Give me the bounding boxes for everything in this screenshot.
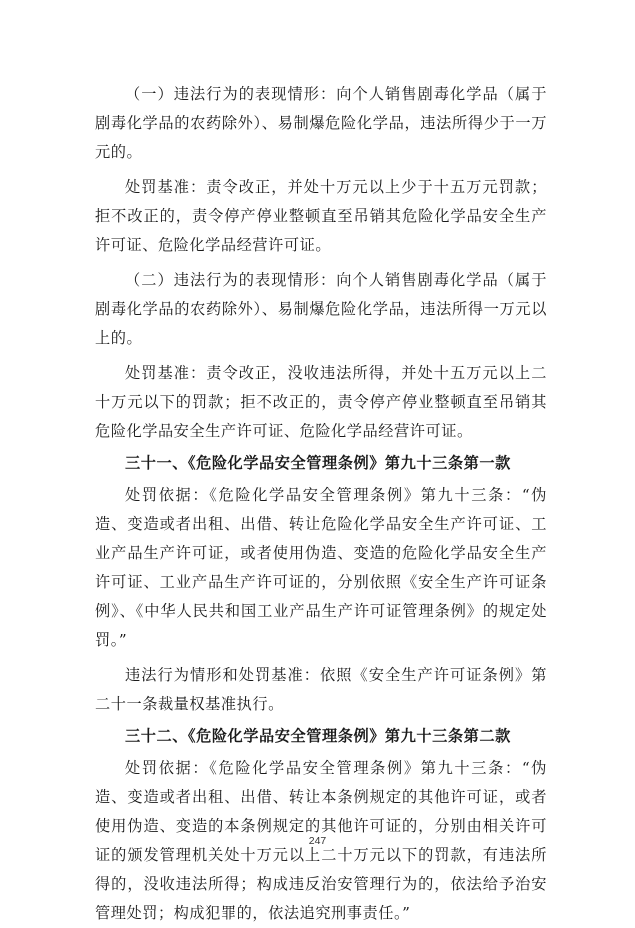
paragraph-case-1-situation: （一）违法行为的表现情形：向个人销售剧毒化学品（属于剧毒化学品的农药除外）、易制爆危险化学品，违法所得少于一万元的。 [95, 85, 547, 161]
paragraph-section-31-basis: 处罚依据：《危险化学品安全管理条例》第九十三条：“伪造、变造或者出租、出借、转让危险化学品安全生产许可证、工业产品生产许可证，或者使用伪造、变造的危险化学品安全生产许可证、工业产品生产许可证的，分别依照《安全生产许可证条例》、《中华人民共和国工业产品生产许可证管理条例》的规定处罚。” [95, 486, 547, 649]
section-heading-31: 三十一、《危险化学品安全管理条例》第九十三条第一款 [125, 454, 511, 472]
paragraph-section-32-basis: 处罚依据：《危险化学品安全管理条例》第九十三条：“伪造、变造或者出租、出借、转让本条例规定的其他许可证，或者使用伪造、变造的本条例规定的其他许可证的，分别由相关许可证的颁发管理机关处十万元以上二十万元以下的罚款，有违法所得的，没收违法所得；构成违反治安管理行为的，依法给予治安管理处罚；构成犯罪的，依法追究刑事责任。” [95, 759, 547, 922]
document-body [95, 80, 547, 928]
paragraph-case-1-penalty: 处罚基准：责令改正，并处十万元以上少于十五万元罚款；拒不改正的，责令停产停业整顿直至吊销其危险化学品安全生产许可证、危险化学品经营许可证。 [95, 178, 547, 254]
paragraph-case-2-penalty: 处罚基准：责令改正，没收违法所得，并处十五万元以上二十万元以下的罚款；拒不改正的，责令停产停业整顿直至吊销其危险化学品安全生产许可证、危险化学品经营许可证。 [95, 364, 547, 440]
paragraph-case-2-situation: （二）违法行为的表现情形：向个人销售剧毒化学品（属于剧毒化学品的农药除外）、易制爆危险化学品，违法所得一万元以上的。 [95, 271, 547, 347]
section-heading-32: 三十二、《危险化学品安全管理条例》第九十三条第二款 [125, 727, 511, 745]
paragraph-section-31-standard: 违法行为情形和处罚基准：依照《安全生产许可证条例》第二十一条裁量权基准执行。 [95, 666, 547, 713]
page-number: 247 [308, 835, 327, 847]
